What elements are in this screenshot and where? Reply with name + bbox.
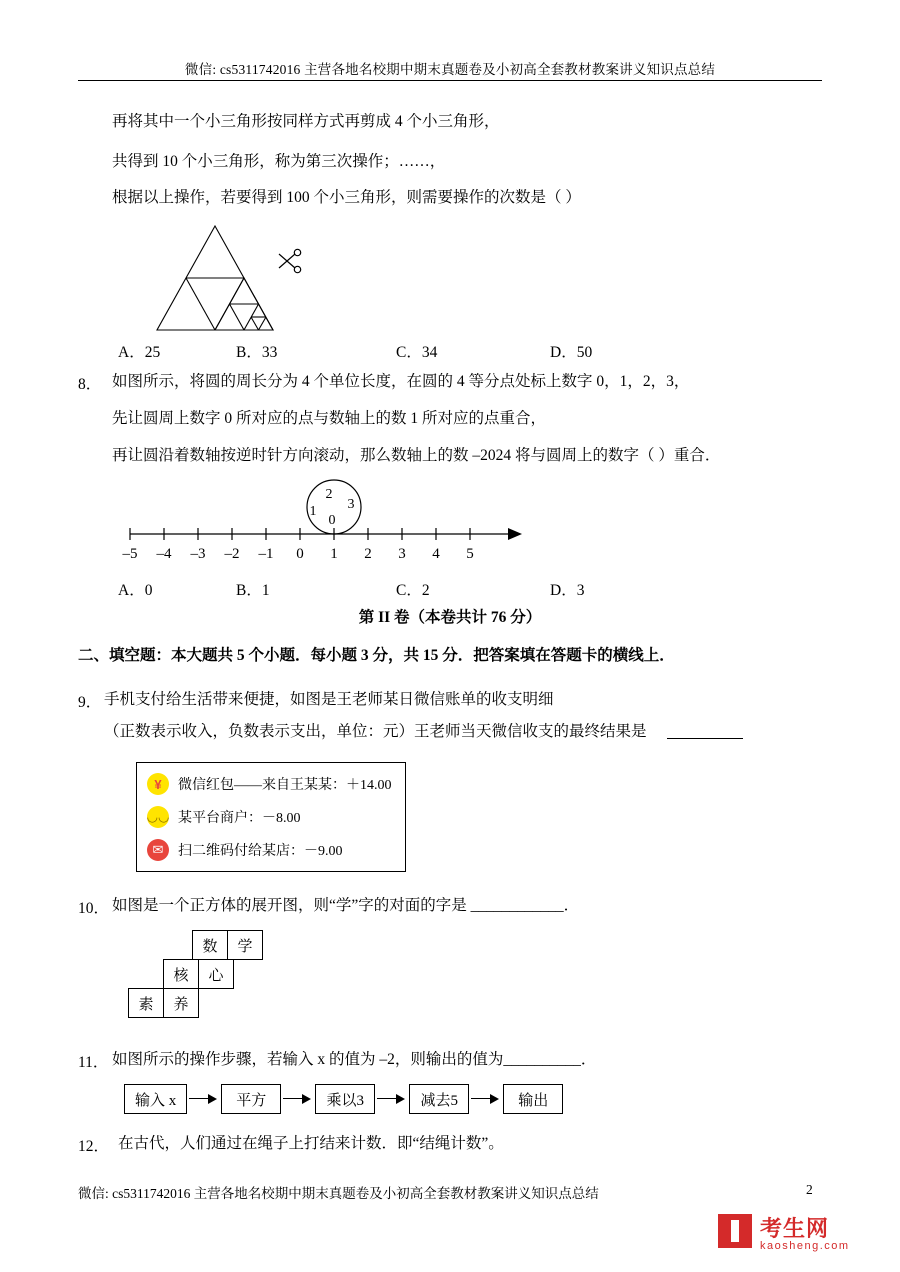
q11-number: 11．	[78, 1054, 109, 1071]
q7-choice-b[interactable]: B．33	[236, 344, 278, 361]
q8-number: 8．	[78, 376, 102, 393]
number-line-figure	[110, 472, 540, 567]
q8-line-3: 再让圆沿着数轴按逆时针方向滚动，那么数轴上的数 –2024 将与圆周上的数字（ ）重合．	[112, 447, 721, 464]
q9-line-1: 手机支付给生活带来便捷，如图是王老师某日微信账单的收支明细	[104, 691, 554, 708]
q7-choice-d[interactable]: D．50	[550, 344, 593, 361]
q7-line-2: 共得到 10 个小三角形，称为第三次操作；……，	[112, 153, 446, 170]
q10-text: 如图是一个正方体的展开图，则“学”字的对面的字是 ____________．	[112, 897, 580, 914]
net-cell: 数	[192, 930, 228, 960]
bill-row	[147, 835, 343, 865]
wechat-bill-box	[136, 762, 406, 872]
q9-number: 9．	[78, 694, 102, 711]
arrow-right-icon	[187, 1093, 221, 1105]
q12-text: 在古代，人们通过在绳子上打结来计数．即“结绳计数”。	[118, 1135, 504, 1152]
svg-text:1: 1	[330, 546, 338, 562]
q10-number: 10．	[78, 900, 110, 917]
svg-text:2: 2	[364, 546, 372, 562]
triangle-cutting-figure	[155, 222, 355, 337]
svg-text:0: 0	[328, 513, 336, 528]
smiley-icon: ◡◡	[147, 806, 169, 828]
q8-line-1: 如图所示，将圆的周长分为 4 个单位长度，在圆的 4 等分点处标上数字 0，1，2，3，	[112, 373, 690, 390]
svg-text:–3: –3	[190, 546, 206, 562]
svg-text:4: 4	[432, 546, 440, 562]
section-2-title: 第 II 卷（本卷共计 76 分）	[358, 609, 542, 626]
arrow-right-icon	[469, 1093, 503, 1105]
page-number: 2	[806, 1182, 813, 1197]
svg-text:–5: –5	[122, 546, 138, 562]
flow-step: 减去5	[409, 1084, 469, 1114]
q9-line-2: （正数表示收入，负数表示支出，单位：元）王老师当天微信收支的最终结果是	[104, 723, 647, 740]
envelope-icon: ✉	[147, 839, 169, 861]
svg-text:3: 3	[347, 497, 355, 512]
svg-text:3: 3	[398, 546, 406, 562]
svg-text:–1: –1	[258, 546, 274, 562]
q8-choice-a[interactable]: A．0	[118, 582, 153, 599]
arrow-right-icon	[375, 1093, 409, 1105]
net-cell: 心	[198, 959, 234, 989]
svg-text:1: 1	[309, 504, 317, 519]
svg-text:–2: –2	[224, 546, 240, 562]
q7-choice-a[interactable]: A．25	[118, 344, 161, 361]
svg-text:2: 2	[325, 487, 333, 502]
q8-choice-d[interactable]: D．3	[550, 582, 585, 599]
flow-step: 输入 x	[124, 1084, 187, 1114]
watermark-logo-icon	[718, 1214, 752, 1248]
flowchart-figure	[124, 1082, 563, 1116]
bill-row	[147, 769, 392, 799]
q7-line-1: 再将其中一个小三角形按同样方式再剪成 4 个小三角形，	[112, 113, 500, 130]
q11-text: 如图所示的操作步骤，若输入 x 的值为 –2，则输出的值为__________．	[112, 1051, 597, 1068]
net-cell: 素	[128, 988, 164, 1018]
flow-step: 输出	[503, 1084, 563, 1114]
svg-text:–4: –4	[156, 546, 172, 562]
bill-row	[147, 802, 301, 832]
q8-choice-b[interactable]: B．1	[236, 582, 270, 599]
flow-step: 平方	[221, 1084, 281, 1114]
page-header: 微信: cs5311742016 主营各地名校期中期末真题卷及小初高全套教材教案讲义知识点总结	[184, 62, 716, 77]
q9-answer-blank[interactable]	[667, 738, 743, 739]
net-cell: 学	[227, 930, 263, 960]
net-cell: 核	[163, 959, 199, 989]
red-packet-icon: ¥	[147, 773, 169, 795]
net-cell: 养	[163, 988, 199, 1018]
q7-line-3: 根据以上操作，若要得到 100 个小三角形，则需要操作的次数是（ ）	[112, 189, 581, 206]
section-2-heading: 二、填空题：本大题共 5 个小题．每小题 3 分，共 15 分．把答案填在答题卡的横线上．	[78, 647, 675, 664]
svg-text:5: 5	[466, 546, 474, 562]
bill-row-text: 扫二维码付给某店：－9.00	[178, 844, 343, 859]
watermark-subtitle: kaosheng.com	[760, 1240, 850, 1252]
flow-step: 乘以3	[315, 1084, 375, 1114]
q8-line-2: 先让圆周上数字 0 所对应的点与数轴上的数 1 所对应的点重合，	[112, 410, 547, 427]
svg-text:0: 0	[296, 546, 304, 562]
watermark	[718, 1212, 888, 1258]
header-divider	[78, 80, 822, 81]
q12-number: 12．	[78, 1138, 110, 1155]
bill-row-text: 微信红包——来自王某某：＋14.00	[178, 778, 392, 793]
watermark-title: 考生网	[760, 1216, 830, 1241]
cube-net-figure	[128, 930, 268, 1026]
page-footer: 微信: cs5311742016 主营各地名校期中期末真题卷及小初高全套教材教案讲义知识点总结	[78, 1186, 599, 1201]
arrow-right-icon	[281, 1093, 315, 1105]
bill-row-text: 某平台商户：－8.00	[178, 811, 301, 826]
q7-choice-c[interactable]: C．34	[396, 344, 438, 361]
q8-choice-c[interactable]: C．2	[396, 582, 430, 599]
